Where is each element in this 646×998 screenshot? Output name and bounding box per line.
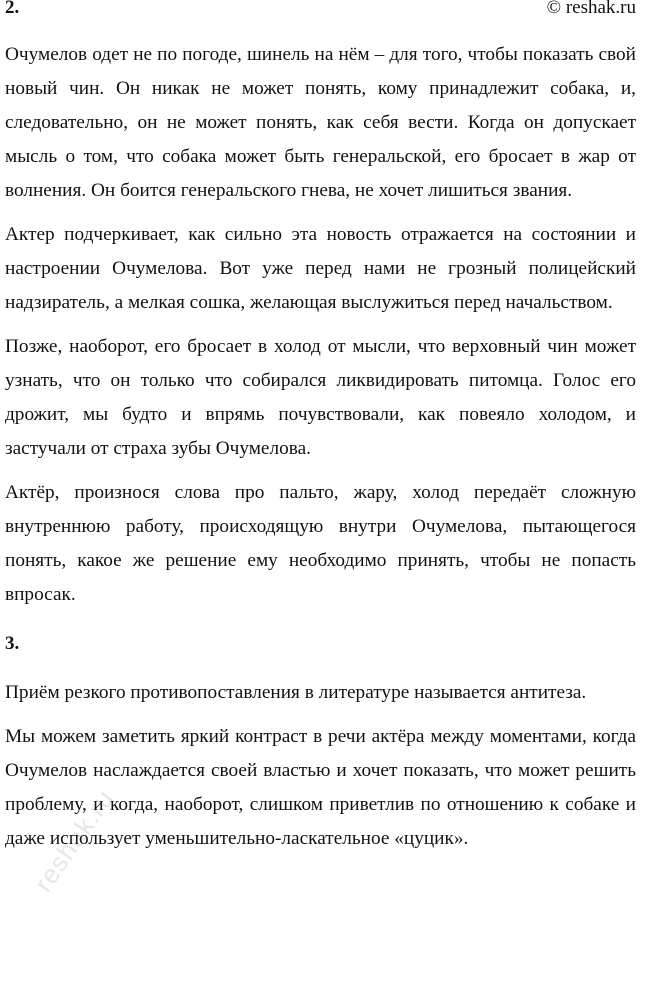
paragraph-2: Актер подчеркивает, как сильно эта новость отражается на состоянии и настроении Очумелова. Вот уже перед нами не грозный полицейский надзиратель, а мелкая сошка, желающая выслужиться перед начальством. (5, 224, 636, 313)
paragraph-5: Приём резкого противопоставления в литературе называется антитеза. (5, 682, 587, 703)
site-copyright: © reshak.ru (546, 0, 636, 18)
document-page (5, 0, 636, 856)
paragraph-1: Очумелов одет не по погоде, шинель на нём – для того, чтобы показать свой новый чин. Он никак не может понять, кому принадлежит собака, и, следовательно, он не может понять, как себя вести. Когда он допускает мысль о том, что собака может быть генеральской, его бросает в жар от волнения. Он боится генеральского гнева, не хочет лишиться звания. (5, 44, 636, 201)
paragraph-6: Мы можем заметить яркий контраст в речи актёра между моментами, когда Очумелов наслаждается своей властью и хочет показать, что может решить проблему, и когда, наоборот, слишком приветлив по отношению к собаке и даже использует уменьшительно-ласкательное «цуцик». (5, 726, 636, 849)
page-header (5, 0, 636, 26)
paragraph-3: Позже, наоборот, его бросает в холод от мысли, что верховный чин может узнать, что он только что собирался ликвидировать питомца. Голос его дрожит, мы будто и впрямь почувствовали, как повеяло холодом, и застучали от страха зубы Очумелова. (5, 336, 636, 459)
paragraph-4: Актёр, произнося слова про пальто, жару, холод передаёт сложную внутреннюю работу, происходящую внутри Очумелова, пытающегося понять, какое же решение ему необходимо принять, чтобы не попасть впросак. (5, 482, 636, 605)
section-number-3: 3. (5, 633, 20, 654)
watermark: reshak.ru (28, 783, 120, 898)
section-number-2: 2. (5, 0, 20, 18)
